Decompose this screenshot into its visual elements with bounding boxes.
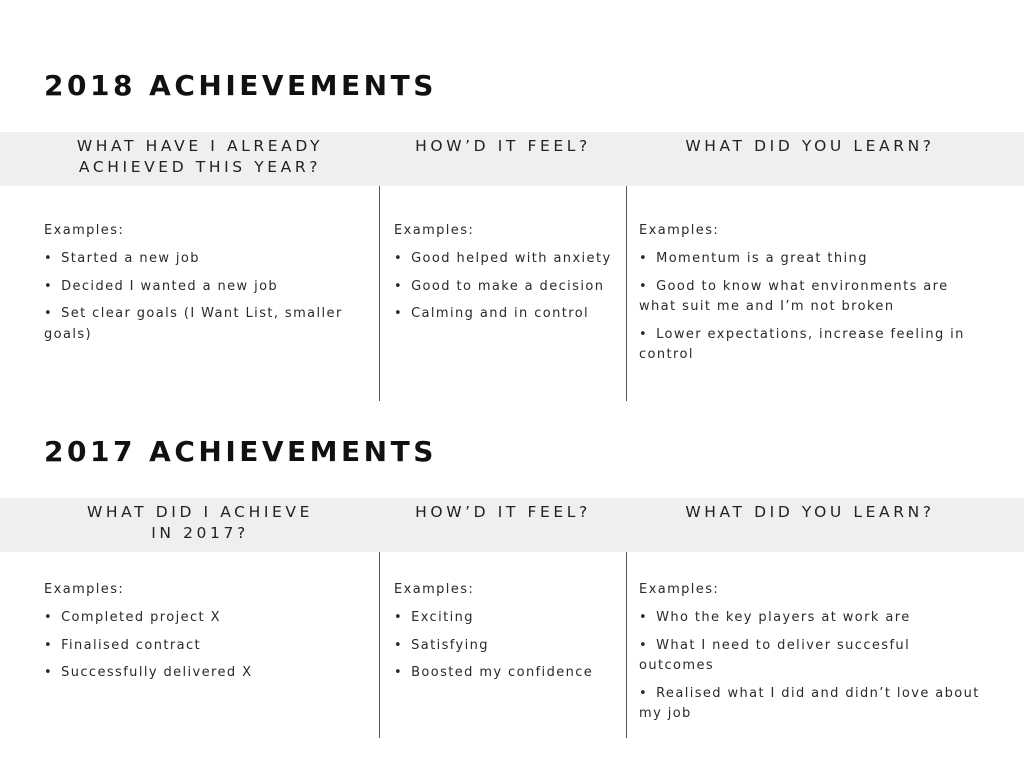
list-item: • Satisfying bbox=[394, 636, 620, 657]
examples-label: Examples: bbox=[639, 582, 720, 597]
examples-list bbox=[639, 608, 984, 725]
column-body-feel bbox=[394, 580, 620, 691]
column-header-achieved: WHAT HAVE I ALREADY ACHIEVED THIS YEAR? bbox=[76, 137, 324, 176]
examples-label: Examples: bbox=[44, 223, 125, 238]
column-divider bbox=[379, 552, 380, 738]
examples-list bbox=[44, 608, 376, 684]
list-item: • Finalised contract bbox=[44, 636, 376, 657]
column-header-band-2017 bbox=[0, 498, 1024, 552]
examples-list bbox=[394, 249, 620, 325]
list-item: • What I need to deliver succesful outcomes bbox=[639, 636, 984, 677]
list-item: • Started a new job bbox=[44, 249, 376, 270]
examples-list bbox=[44, 249, 376, 345]
list-item: • Momentum is a great thing bbox=[639, 249, 984, 270]
list-item: • Completed project X bbox=[44, 608, 376, 629]
examples-label: Examples: bbox=[394, 223, 475, 238]
column-divider bbox=[626, 552, 627, 738]
examples-list bbox=[639, 249, 984, 366]
list-item: • Exciting bbox=[394, 608, 620, 629]
column-body-achieved bbox=[44, 221, 376, 352]
examples-label: Examples: bbox=[639, 223, 720, 238]
column-divider bbox=[626, 186, 627, 401]
list-item: • Good to make a decision bbox=[394, 277, 620, 298]
column-body-learn bbox=[639, 580, 984, 732]
list-item: • Calming and in control bbox=[394, 304, 620, 325]
examples-label: Examples: bbox=[394, 582, 475, 597]
column-body-learn bbox=[639, 221, 984, 373]
column-divider bbox=[379, 186, 380, 401]
list-item: • Good helped with anxiety bbox=[394, 249, 620, 270]
column-header-learn: WHAT DID YOU LEARN? bbox=[685, 137, 935, 155]
column-header-achieved: WHAT DID I ACHIEVE IN 2017? bbox=[86, 503, 313, 542]
list-item: • Successfully delivered X bbox=[44, 663, 376, 684]
list-item: • Lower expectations, increase feeling in control bbox=[639, 325, 984, 366]
column-header-feel: HOW’D IT FEEL? bbox=[415, 503, 591, 521]
section-title-2017: 2017 ACHIEVEMENTS bbox=[44, 435, 437, 468]
list-item: • Set clear goals (I Want List, smaller goals) bbox=[44, 304, 376, 345]
column-body-feel bbox=[394, 221, 620, 332]
column-body-achieved bbox=[44, 580, 376, 691]
section-title-2018: 2018 ACHIEVEMENTS bbox=[44, 69, 437, 102]
list-item: • Boosted my confidence bbox=[394, 663, 620, 684]
column-header-band-2018 bbox=[0, 132, 1024, 186]
examples-label: Examples: bbox=[44, 582, 125, 597]
examples-list bbox=[394, 608, 620, 684]
column-header-feel: HOW’D IT FEEL? bbox=[415, 137, 591, 155]
column-header-learn: WHAT DID YOU LEARN? bbox=[685, 503, 935, 521]
list-item: • Decided I wanted a new job bbox=[44, 277, 376, 298]
list-item: • Good to know what environments are what suit me and I’m not broken bbox=[639, 277, 984, 318]
list-item: • Who the key players at work are bbox=[639, 608, 984, 629]
list-item: • Realised what I did and didn’t love about my job bbox=[639, 684, 984, 725]
